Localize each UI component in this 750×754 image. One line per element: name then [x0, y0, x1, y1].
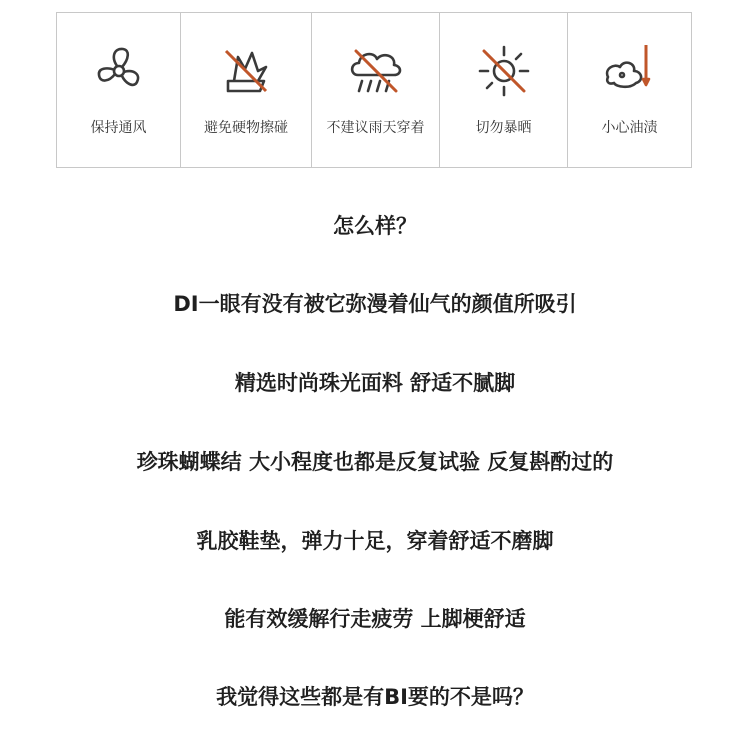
- care-label: 避免硬物擦碰: [204, 120, 288, 136]
- description-line: 珍珠蝴蝶结 大小程度也都是反复试验 反复斟酌过的: [136, 450, 614, 474]
- oil-stain-icon: [598, 39, 662, 103]
- no-sun-icon: [472, 39, 536, 103]
- description-line: 精选时尚珠光面料 舒适不腻脚: [234, 371, 516, 395]
- description-line: DI一眼有没有被它弥漫着仙气的颜值所吸引: [173, 292, 577, 316]
- no-hard-object-icon: [214, 39, 278, 103]
- care-item-avoid-hard-objects: [181, 13, 312, 167]
- description-line: 乳胶鞋垫，弹力十足，穿着舒适不磨脚: [196, 529, 554, 553]
- care-item-no-rain: [312, 13, 440, 167]
- care-item-ventilate: [57, 13, 181, 167]
- no-rain-icon: [344, 39, 408, 103]
- care-label: 保持通风: [90, 120, 147, 136]
- care-label: 切勿暴晒: [475, 120, 532, 136]
- care-label: 不建议雨天穿着: [326, 120, 425, 136]
- fan-icon: [87, 39, 151, 103]
- care-item-no-sun: [440, 13, 568, 167]
- closing-question-line: 我觉得这些都是有BI要的不是吗？: [216, 685, 534, 709]
- care-item-oil-stain: [568, 13, 691, 167]
- care-label: 小心油渍: [601, 120, 658, 136]
- care-instructions-strip: [56, 12, 692, 168]
- question-line: 怎么样？: [333, 214, 417, 238]
- description-line: 能有效缓解行走疲劳 上脚梗舒适: [224, 607, 526, 631]
